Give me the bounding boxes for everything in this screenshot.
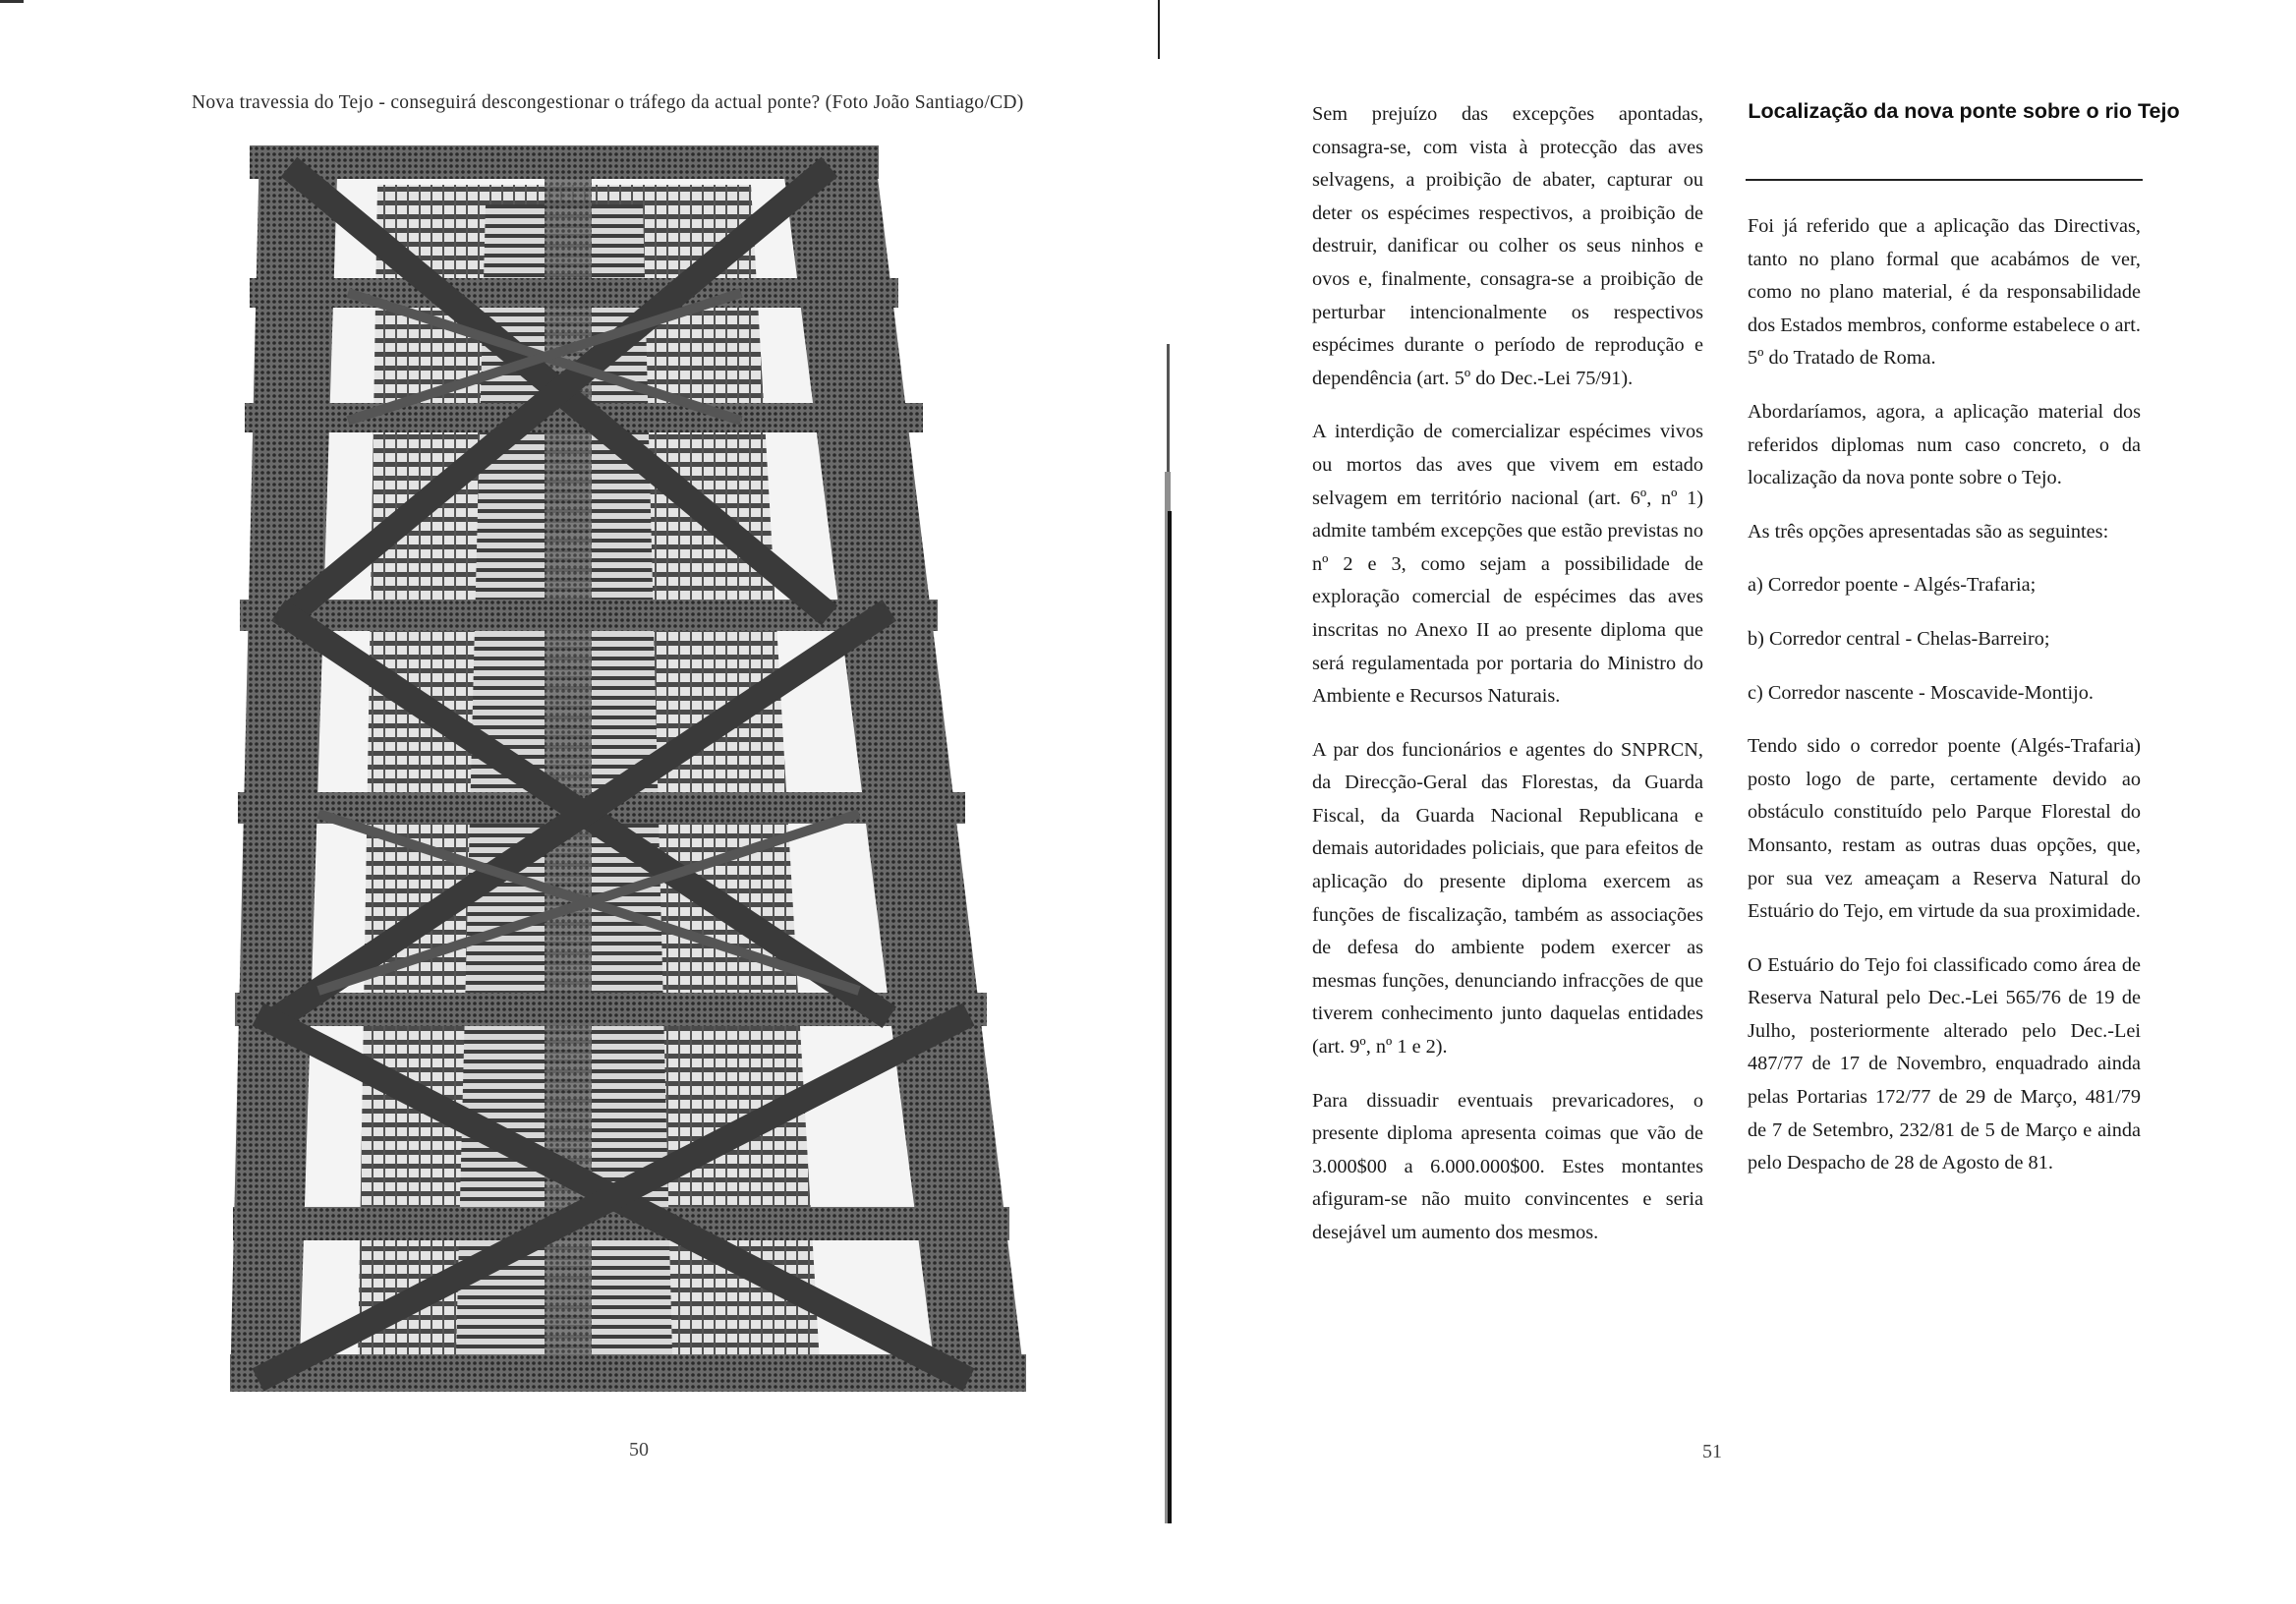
paragraph: A par dos funcionários e agentes do SNPRCN, da Direcção-Geral das Florestas, da Guarda Fiscal, da Guarda Nacional Republicana e demais autoridades policiais, que para efeitos de aplicação do presente diploma exercem as funções de fiscalização, também as associações de defesa do ambiente podem exercer as mesmas funções, denunciando infracções de que tiverem conhecimento junto daquelas entidades (art. 9º, nº 1 e 2). bbox=[1312, 738, 1703, 1059]
paragraph: Sem prejuízo das excepções apontadas, consagra-se, com vista à protecção das aves selvagens, a proibição de abater, capturar ou deter os espécimes respectivos, a proibição de destruir, danificar ou colher os seus ninhos e ovos e, finalmente, consagra-se a proibição de perturbar intencionalmente os respectivos espécimes durante o período de reprodução e dependência (art. 5º do Dec.-Lei 75/91). bbox=[1312, 103, 1703, 389]
list-item: a) Corredor poente - Algés-Trafaria; bbox=[1748, 574, 2037, 597]
book-spine-gutter bbox=[1158, 0, 1179, 1604]
list-item: b) Corredor central - Chelas-Barreiro; bbox=[1748, 627, 2050, 650]
scan-mark bbox=[0, 0, 24, 3]
paragraph: Foi já referido que a aplicação das Directivas, tanto no plano formal que acabámos de ver, como no plano material, é da responsabilidade dos Estados membros, conforme estabelece o art. 5º do Tratado de Roma. bbox=[1748, 215, 2141, 370]
text-column-2 bbox=[1748, 210, 2141, 1201]
photo-caption: Nova travessia do Tejo - conseguirá descongestionar o tráfego da actual ponte? (Foto João Santiago/CD) bbox=[192, 92, 1024, 113]
bridge-tower-photo bbox=[230, 145, 1026, 1392]
page-number-right: 51 bbox=[1702, 1441, 1722, 1462]
paragraph: As três opções apresentadas são as seguintes: bbox=[1748, 520, 2109, 543]
section-heading: Localização da nova ponte sobre o rio Tejo bbox=[1748, 99, 2180, 123]
paragraph: Abordaríamos, agora, a aplicação material dos referidos diplomas num caso concreto, o da localização da nova ponte sobre o Tejo. bbox=[1748, 400, 2141, 489]
paragraph: O Estuário do Tejo foi classificado como área de Reserva Natural pelo Dec.-Lei 565/76 de 19 de Julho, posteriormente alterado pelo Dec.-Lei 487/77 de 17 de Novembro, enquadrado ainda pelas Portarias 172/77 de 29 de Março, 481/79 de 7 de Setembro, 232/81 de 5 de Março e ainda pelo Despacho de 28 de Agosto de 81. bbox=[1748, 953, 2141, 1174]
paragraph: A interdição de comercializar espécimes vivos ou mortos das aves que vivem em estado selvagem em território nacional (art. 6º, nº 1) admite também excepções que estão previstas no nº 2 e 3, como sejam a possibilidade de exploração comercial de espécimes das aves inscritas no Anexo II ao presente diploma que será regulamentada por portaria do Ministro do Ambiente e Recursos Naturais. bbox=[1312, 421, 1703, 708]
page-number-left: 50 bbox=[629, 1439, 649, 1461]
paragraph: Para dissuadir eventuais prevaricadores, o presente diploma apresenta coimas que vão de 3.000$00 a 6.000.000$00. Estes montantes afiguram-se não muito convincentes e seria desejável um aumento dos mesmos. bbox=[1312, 1089, 1703, 1243]
list-item: c) Corredor nascente - Moscavide-Montijo. bbox=[1748, 681, 2094, 704]
text-column-1 bbox=[1312, 98, 1703, 1271]
heading-underline bbox=[1746, 179, 2143, 181]
paragraph: Tendo sido o corredor poente (Algés-Trafaria) posto logo de parte, certamente devido ao obstáculo constituído pelo Parque Florestal do Monsanto, restam as outras duas opções, que, por sua vez ameaçam a Reserva Natural do Estuário do Tejo, em virtude da sua proximidade. bbox=[1748, 735, 2141, 923]
